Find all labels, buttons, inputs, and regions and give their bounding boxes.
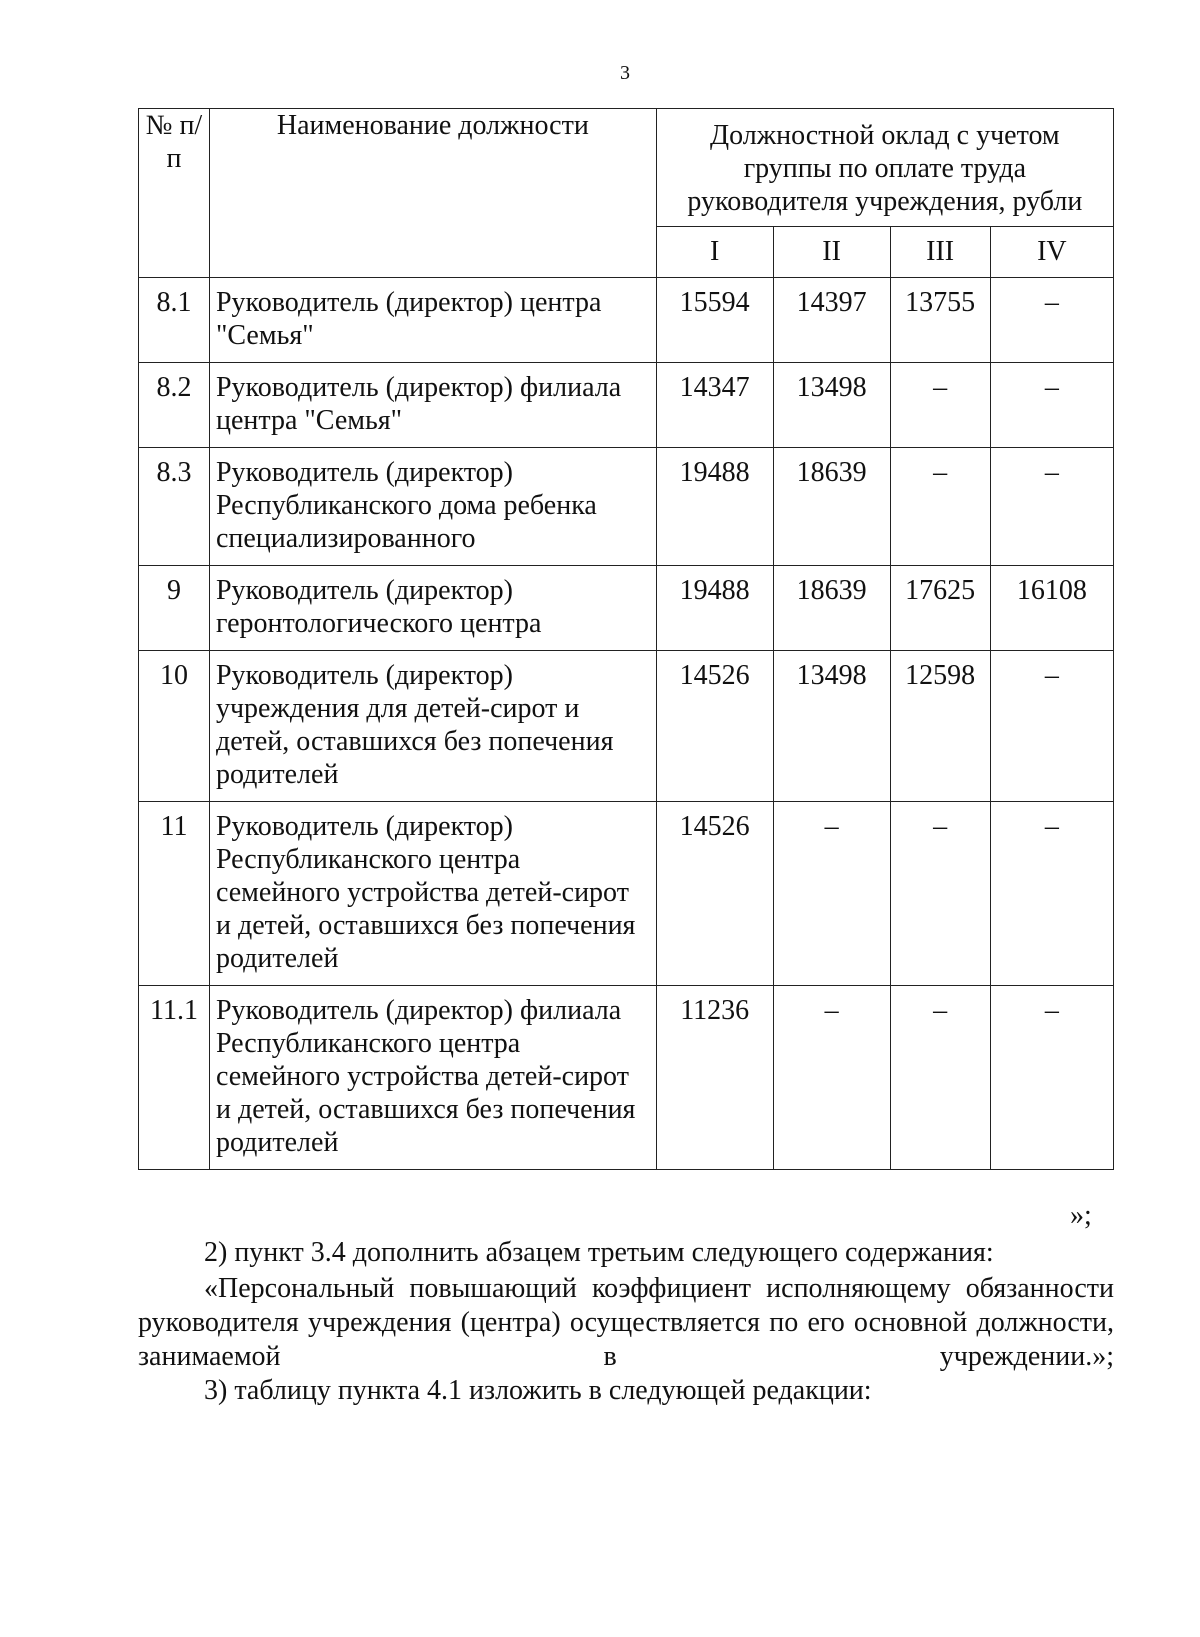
row-number: 9 (139, 566, 210, 651)
header-group-3: III (890, 227, 990, 278)
position-name: Руководитель (директор) геронтологического центра (209, 566, 656, 651)
table-row (139, 802, 1114, 986)
salary-group-3: 13755 (890, 278, 990, 363)
salary-group-3: – (890, 802, 990, 986)
salary-group-2: – (773, 986, 890, 1170)
salary-group-3: 12598 (890, 651, 990, 802)
salary-group-4: – (990, 651, 1113, 802)
salary-group-4: 16108 (990, 566, 1113, 651)
row-number: 11.1 (139, 986, 210, 1170)
header-position-name: Наименование должности (209, 109, 656, 278)
position-name: Руководитель (директор) учреждения для детей-сирот и детей, оставшихся без попечения родителей (209, 651, 656, 802)
salary-group-4: – (990, 802, 1113, 986)
position-name: Руководитель (директор) Республиканского центра семейного устройства детей-сирот и детей, оставшихся без попечения родителей (209, 802, 656, 986)
salary-group-3: – (890, 363, 990, 448)
paragraph-item-3: 3) таблицу пункта 4.1 изложить в следующей редакции: (204, 1375, 872, 1406)
salary-group-2: 18639 (773, 448, 890, 566)
salary-group-4: – (990, 986, 1113, 1170)
salary-group-1: 19488 (656, 566, 773, 651)
salary-group-1: 15594 (656, 278, 773, 363)
row-number: 11 (139, 802, 210, 986)
salary-group-3: 17625 (890, 566, 990, 651)
salary-group-3: – (890, 448, 990, 566)
table-row (139, 448, 1114, 566)
header-group-2: II (773, 227, 890, 278)
table-row (139, 651, 1114, 802)
salary-group-1: 14347 (656, 363, 773, 448)
header-group-4: IV (990, 227, 1113, 278)
header-salary: Должностной оклад с учетом группы по оплате труда руководителя учреждения, рубли (656, 109, 1113, 227)
row-number: 8.1 (139, 278, 210, 363)
salary-group-4: – (990, 278, 1113, 363)
row-number: 8.2 (139, 363, 210, 448)
table-row (139, 278, 1114, 363)
table-row (139, 566, 1114, 651)
salary-group-2: 13498 (773, 651, 890, 802)
salary-group-4: – (990, 448, 1113, 566)
salary-group-3: – (890, 986, 990, 1170)
salary-group-2: 13498 (773, 363, 890, 448)
salary-group-4: – (990, 363, 1113, 448)
header-group-1: I (656, 227, 773, 278)
closing-quote: »; (1070, 1200, 1092, 1231)
position-name: Руководитель (директор) филиала центра "Семья" (209, 363, 656, 448)
salary-group-2: – (773, 802, 890, 986)
row-number: 8.3 (139, 448, 210, 566)
header-number: № п/п (139, 109, 210, 278)
position-name: Руководитель (директор) центра "Семья" (209, 278, 656, 363)
salary-group-2: 18639 (773, 566, 890, 651)
table-row (139, 986, 1114, 1170)
salary-group-1: 14526 (656, 802, 773, 986)
position-name: Руководитель (директор) филиала Республиканского центра семейного устройства детей-сирот и детей, оставшихся без попечения родителей (209, 986, 656, 1170)
salary-group-1: 19488 (656, 448, 773, 566)
salary-group-1: 11236 (656, 986, 773, 1170)
paragraph-item-2-text: «Персональный повышающий коэффициент исполняющему обязанности руководителя учреждения (центра) осуществляется по его основной должности, занимаемой в учреждении.»; (138, 1273, 1114, 1372)
table-row (139, 363, 1114, 448)
salary-group-2: 14397 (773, 278, 890, 363)
page-number: 3 (620, 62, 630, 84)
row-number: 10 (139, 651, 210, 802)
paragraph-item-2: 2) пункт 3.4 дополнить абзацем третьим следующего содержания: (204, 1237, 994, 1268)
position-name: Руководитель (директор) Республиканского дома ребенка специализированного (209, 448, 656, 566)
salary-table (138, 108, 1114, 1170)
salary-group-1: 14526 (656, 651, 773, 802)
